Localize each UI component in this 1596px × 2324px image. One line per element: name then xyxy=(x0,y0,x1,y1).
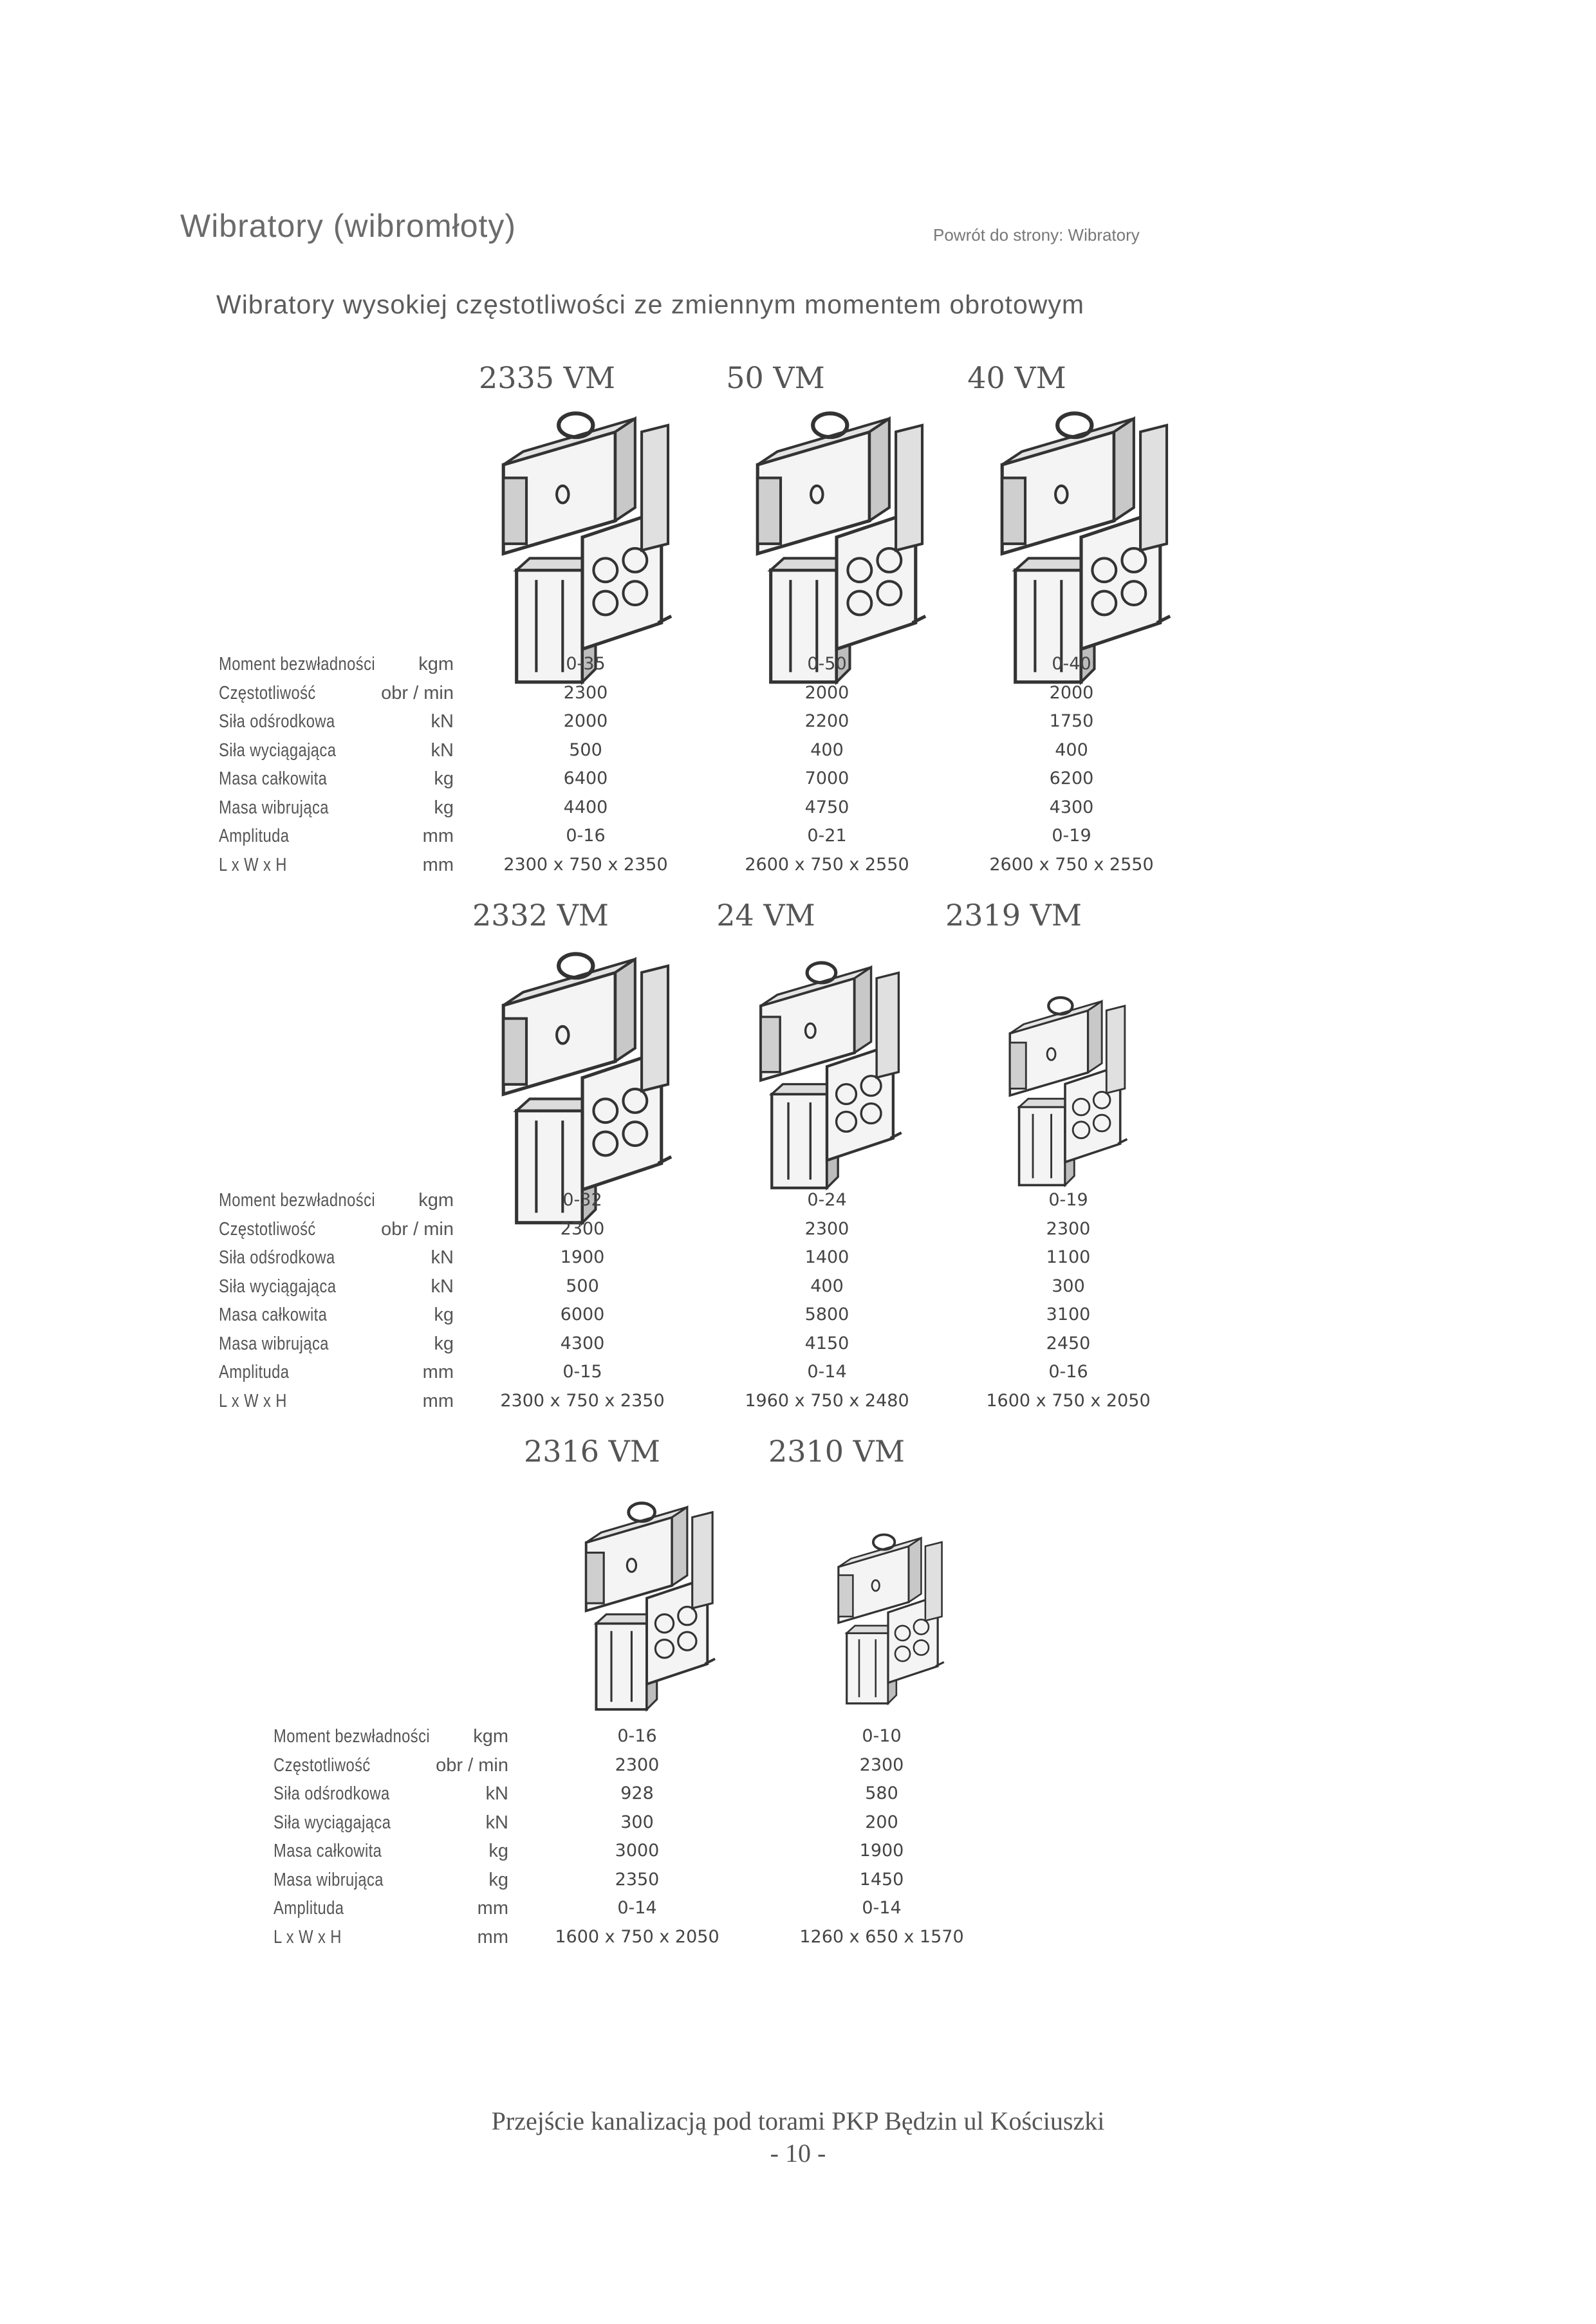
spec-unit: kgm xyxy=(418,1190,454,1211)
spec-label: L x W x H xyxy=(274,1926,342,1948)
machine-illustration-2319vm xyxy=(1001,985,1129,1197)
spec-value: 400 xyxy=(810,739,844,760)
spec-unit: kg xyxy=(488,1869,508,1890)
spec-value: 2300 x 750 x 2350 xyxy=(500,1390,665,1411)
spec-unit: kg xyxy=(434,1333,454,1354)
spec-label: Siła odśrodkowa xyxy=(219,711,335,732)
spec-units-group-2 xyxy=(370,1186,454,1415)
spec-value: 2300 xyxy=(804,1218,849,1239)
spec-label: Siła wyciągająca xyxy=(219,739,337,761)
model-title-50vm: 50 VM xyxy=(726,360,825,395)
spec-label: Moment bezwładności xyxy=(219,654,376,674)
spec-label: Masa całkowita xyxy=(219,768,328,789)
machine-illustration-2316vm xyxy=(576,1493,718,1718)
spec-label: Amplituda xyxy=(219,1362,290,1382)
model-title-24vm: 24 VM xyxy=(716,898,815,933)
spec-label: Masa całkowita xyxy=(274,1841,382,1861)
spec-value: 0-40 xyxy=(1052,654,1091,674)
spec-value: 928 xyxy=(620,1783,654,1803)
model-title-2310vm: 2310 VM xyxy=(768,1434,905,1469)
spec-label: Masa wibrująca xyxy=(219,797,329,818)
spec-value: 2600 x 750 x 2550 xyxy=(745,854,909,875)
spec-value: 500 xyxy=(566,1276,599,1296)
model-title-2316vm: 2316 VM xyxy=(523,1434,660,1469)
spec-value: 4400 xyxy=(563,797,608,817)
spec-value: 0-19 xyxy=(1048,1190,1088,1210)
spec-value: 2450 xyxy=(1046,1333,1091,1353)
spec-unit: kg xyxy=(434,1305,454,1325)
spec-value: 0-35 xyxy=(566,654,606,674)
model-title-2332vm: 2332 VM xyxy=(472,898,609,933)
spec-values-2319vm xyxy=(933,1186,1203,1415)
spec-value: 6000 xyxy=(560,1305,605,1325)
spec-label: Częstotliwość xyxy=(219,682,316,703)
spec-values-2332vm xyxy=(447,1186,718,1415)
spec-value: 3000 xyxy=(615,1841,660,1861)
spec-value: 580 xyxy=(865,1783,898,1803)
spec-value: 2000 xyxy=(804,682,849,703)
spec-unit: obr / min xyxy=(381,1218,454,1240)
page-title: Wibratory (wibromłoty) xyxy=(180,208,517,244)
spec-value: 0-16 xyxy=(566,826,606,846)
spec-value: 1260 x 650 x 1570 xyxy=(799,1926,964,1947)
spec-unit: mm xyxy=(422,1362,454,1382)
spec-value: 1750 xyxy=(1049,711,1094,731)
spec-value: 0-14 xyxy=(807,1362,847,1382)
spec-value: 0-15 xyxy=(562,1362,602,1382)
model-title-2335vm: 2335 VM xyxy=(478,360,615,395)
spec-label: Masa całkowita xyxy=(219,1305,328,1325)
spec-value: 2300 xyxy=(1046,1218,1091,1239)
spec-unit: kN xyxy=(485,1812,508,1833)
spec-label: Moment bezwładności xyxy=(274,1726,431,1747)
spec-label: Masa wibrująca xyxy=(219,1333,329,1354)
model-title-40vm: 40 VM xyxy=(967,360,1066,395)
spec-unit: kgm xyxy=(418,654,454,674)
spec-unit: kN xyxy=(431,711,454,732)
spec-unit: mm xyxy=(477,1926,508,1948)
spec-label: Częstotliwość xyxy=(219,1218,316,1240)
spec-unit: mm xyxy=(422,826,454,846)
spec-value: 0-10 xyxy=(862,1726,902,1746)
spec-label: Moment bezwładności xyxy=(219,1190,376,1211)
spec-value: 1960 x 750 x 2480 xyxy=(745,1390,909,1411)
spec-value: 0-19 xyxy=(1052,826,1091,846)
spec-label: Siła wyciągająca xyxy=(274,1812,391,1833)
section-subtitle: Wibratory wysokiej częstotliwości ze zmiennym momentem obrotowym xyxy=(216,290,1085,319)
spec-value: 2300 xyxy=(859,1754,904,1775)
spec-label: Amplituda xyxy=(219,826,290,846)
spec-unit: mm xyxy=(422,1390,454,1411)
spec-label: Siła odśrodkowa xyxy=(219,1247,335,1268)
spec-values-2316vm xyxy=(502,1722,772,1951)
spec-value: 0-24 xyxy=(807,1190,847,1210)
spec-value: 2200 xyxy=(804,711,849,731)
spec-value: 4300 xyxy=(560,1333,605,1353)
spec-value: 300 xyxy=(1052,1276,1085,1296)
footer-project-name: Przejście kanalizacją pod torami PKP Będzin ul Kościuszki xyxy=(491,2106,1105,2135)
spec-value: 2300 xyxy=(615,1754,660,1775)
spec-unit: kN xyxy=(485,1783,508,1804)
spec-value: 1450 xyxy=(859,1869,904,1890)
spec-value: 0-16 xyxy=(1048,1362,1088,1382)
spec-value: 300 xyxy=(620,1812,654,1832)
spec-value: 1600 x 750 x 2050 xyxy=(986,1390,1151,1411)
spec-value: 500 xyxy=(569,739,602,760)
spec-value: 0-21 xyxy=(807,826,847,846)
model-title-2319vm: 2319 VM xyxy=(945,898,1082,933)
spec-unit: kg xyxy=(488,1841,508,1861)
spec-label: Siła odśrodkowa xyxy=(274,1783,390,1804)
spec-value: 3100 xyxy=(1046,1305,1091,1325)
spec-value: 4300 xyxy=(1049,797,1094,817)
spec-labels-group-3 xyxy=(274,1722,430,1951)
spec-value: 1900 xyxy=(859,1841,904,1861)
machine-illustration-50vm xyxy=(740,405,933,689)
spec-value: 2000 xyxy=(1049,682,1094,703)
spec-value: 6400 xyxy=(563,768,608,788)
spec-unit: mm xyxy=(422,854,454,875)
spec-value: 1900 xyxy=(560,1247,605,1267)
spec-unit: kN xyxy=(431,1247,454,1268)
spec-label: Siła wyciągająca xyxy=(219,1276,337,1297)
spec-value: 2300 xyxy=(560,1218,605,1239)
spec-value: 1400 xyxy=(804,1247,849,1267)
spec-value: 200 xyxy=(865,1812,898,1832)
machine-illustration-2310vm xyxy=(830,1525,946,1712)
spec-label: Częstotliwość xyxy=(274,1754,371,1776)
spec-value: 5800 xyxy=(804,1305,849,1325)
spec-unit: obr / min xyxy=(436,1754,508,1776)
spec-value: 7000 xyxy=(804,768,849,788)
spec-value: 0-14 xyxy=(617,1898,657,1918)
spec-value: 0-32 xyxy=(562,1190,602,1210)
footer-page-number: - 10 - xyxy=(770,2139,826,2168)
spec-value: 2300 x 750 x 2350 xyxy=(503,854,668,875)
spec-unit: kg xyxy=(434,768,454,789)
spec-label: L x W x H xyxy=(219,1390,287,1411)
spec-labels-group-2 xyxy=(219,1186,375,1415)
spec-label: L x W x H xyxy=(219,854,287,875)
spec-value: 2600 x 750 x 2550 xyxy=(989,854,1154,875)
spec-value: 0-50 xyxy=(807,654,847,674)
back-to-vibrators-link[interactable]: Powrót do strony: Wibratory xyxy=(933,225,1140,245)
spec-value: 0-14 xyxy=(862,1898,902,1918)
spec-value: 2000 xyxy=(563,711,608,731)
spec-values-50vm xyxy=(692,650,962,879)
spec-labels-group-1 xyxy=(219,650,375,879)
spec-value: 0-16 xyxy=(617,1726,657,1746)
spec-values-40vm xyxy=(936,650,1207,879)
spec-unit: kgm xyxy=(473,1726,508,1747)
spec-value: 4750 xyxy=(804,797,849,817)
spec-values-2335vm xyxy=(450,650,721,879)
spec-unit: kN xyxy=(431,1276,454,1297)
spec-unit: kg xyxy=(434,797,454,818)
spec-label: Masa wibrująca xyxy=(274,1869,384,1890)
machine-illustration-40vm xyxy=(985,405,1178,689)
spec-values-2310vm xyxy=(747,1722,1017,1951)
spec-values-24vm xyxy=(692,1186,962,1415)
spec-value: 1100 xyxy=(1046,1247,1091,1267)
spec-unit: kN xyxy=(431,739,454,761)
machine-illustration-24vm xyxy=(750,946,904,1204)
spec-units-group-1 xyxy=(370,650,454,879)
spec-value: 400 xyxy=(1055,739,1088,760)
spec-value: 2300 xyxy=(563,682,608,703)
spec-value: 400 xyxy=(810,1276,844,1296)
spec-unit: obr / min xyxy=(381,682,454,703)
spec-value: 2350 xyxy=(615,1869,660,1890)
spec-value: 4150 xyxy=(804,1333,849,1353)
spec-unit: mm xyxy=(477,1898,508,1919)
spec-value: 1600 x 750 x 2050 xyxy=(555,1926,719,1947)
spec-units-group-3 xyxy=(425,1722,508,1951)
machine-illustration-2335vm xyxy=(486,405,679,689)
spec-label: Amplituda xyxy=(274,1898,344,1919)
spec-value: 6200 xyxy=(1049,768,1094,788)
